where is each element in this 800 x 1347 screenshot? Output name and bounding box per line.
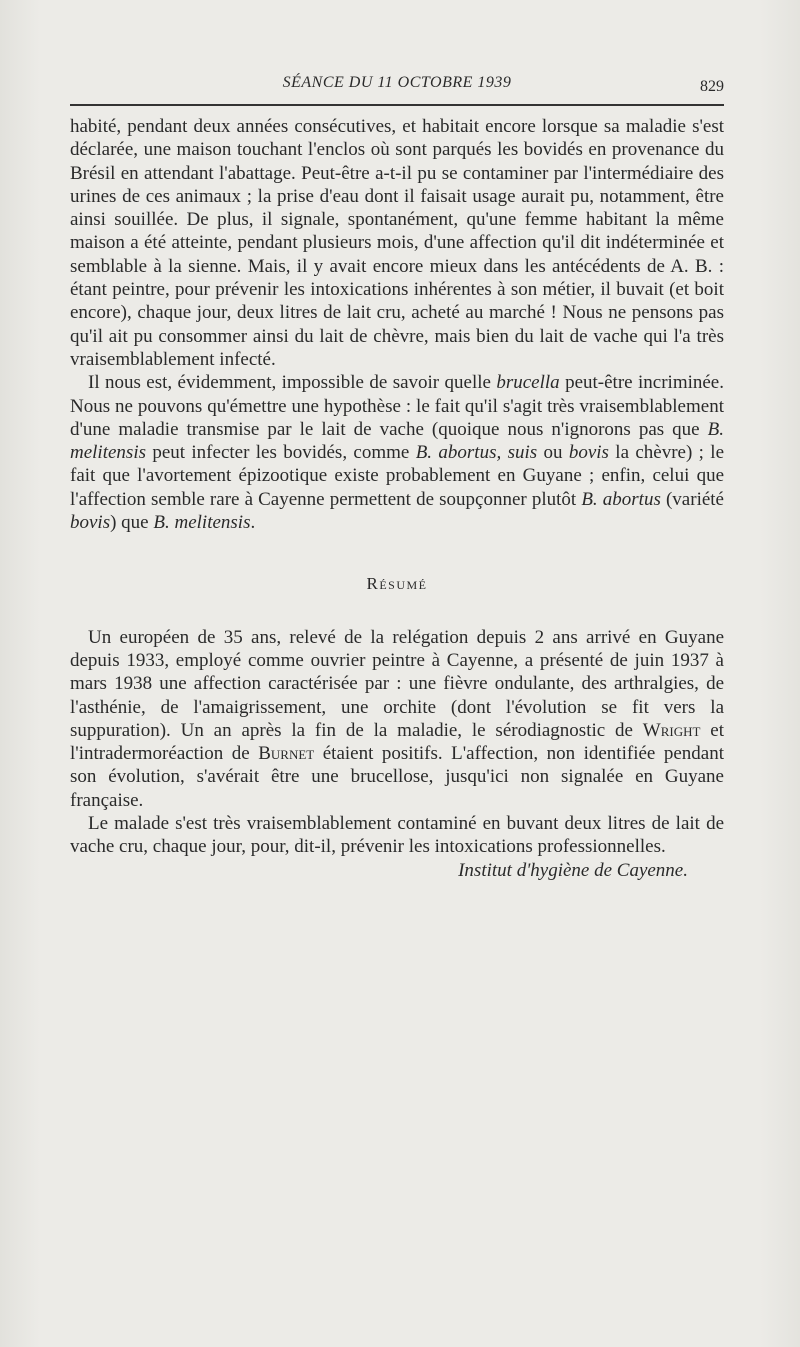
paragraph-4: Le malade s'est très vraisemblablement contaminé en buvant deux litres de lait de vache cru, chaque jour, pour, dit-il, prévenir les intoxications professionnelles. bbox=[70, 813, 724, 858]
section-title-resume: Résumé bbox=[366, 574, 428, 594]
paragraph-2: Il nous est, évidemment, impossible de savoir quelle brucella peut-être incriminée. Nous ne pouvons qu'émettre une hypothèse : le fait qu'il s'agit très vraisemblablement d'une maladie transmise par le lait de vache (quoique nous n'ignorons pas que B. melitensis peut infecter les bovidés, comme B. abortus, suis ou bovis la chèvre) ; le fait que l'avortement épizootique existe probablement en Guyane ; enfin, celui que l'affection semble rare à Cayenne permettent de soupçonner plutôt B. abortus (variété bovis) que B. melitensis. bbox=[70, 372, 725, 534]
page-number: 829 bbox=[700, 78, 724, 95]
running-head: SÉANCE DU 11 OCTOBRE 1939 bbox=[282, 74, 512, 91]
header-rule bbox=[70, 104, 724, 106]
signature: Institut d'hygiène de Cayenne. bbox=[458, 859, 688, 881]
page-header bbox=[70, 74, 724, 98]
body-text bbox=[70, 115, 724, 882]
paragraph-1: habité, pendant deux années consécutives, et habitait encore lorsque sa maladie s'est déclarée, une maison touchant l'enclos où sont parqués les bovidés en provenance du Brésil en attendant l'abattage. Peut-être a-t-il pu se contaminer par l'intermédiaire des urines de ces animaux ; la prise d'eau dont il faisait usage aurait pu, notamment, être ainsi souillée. De plus, il signale, spontanément, qu'une femme habitant la même maison a été atteinte, pendant plusieurs mois, d'une affection qu'il dit indéterminée et semblable à la sienne. Mais, il y avait encore mieux dans les antécédents de A. B. : étant peintre, pour prévenir les intoxications inhérentes à son métier, il buvait (et boit encore), chaque jour, deux litres de lait cru, acheté au marché ! Nous ne pensons pas qu'il ait pu consommer ainsi du lait de chèvre, mais bien du lait de vache qui l'a très vraisemblablement infecté. bbox=[70, 116, 724, 370]
paragraph-3: Un européen de 35 ans, relevé de la relégation depuis 2 ans arrivé en Guyane depuis 1933, employé comme ouvrier peintre à Cayenne, a présenté de juin 1937 à mars 1938 une affection caractérisée par : une fièvre ondulante, des arthralgies, de l'asthénie, de l'amaigrissement, une orchite (dont l'évolution se fit vers la suppuration). Un an après la fin de la maladie, le sérodiagnostic de Wright et l'intradermoréaction de Burnet étaient positifs. L'affection, non identifiée pendant son évolution, s'avérait être une brucellose, jusqu'ici non signalée en Guyane française. bbox=[70, 626, 724, 811]
